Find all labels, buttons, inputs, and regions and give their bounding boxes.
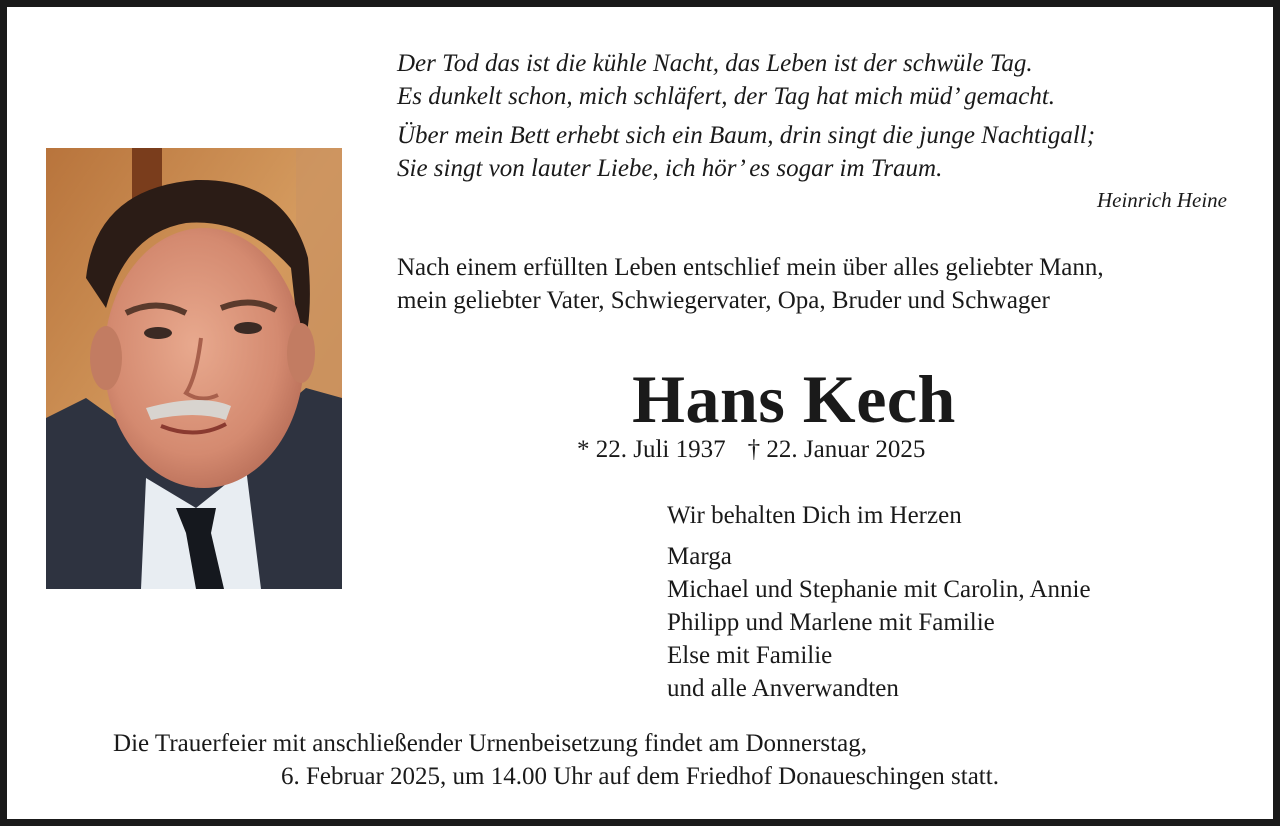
- service-line: Die Trauerfeier mit anschließender Urnenbeisetzung findet am Donnerstag,: [113, 730, 867, 757]
- mourner-line: Else mit Familie: [667, 642, 833, 669]
- birth-date: * 22. Juli 1937: [577, 436, 726, 463]
- poem-line: Sie singt von lauter Liebe, ich hör’ es sogar im Traum.: [397, 155, 943, 182]
- poem: [397, 47, 1227, 215]
- life-dates: [577, 434, 997, 466]
- portrait-photo: [46, 148, 342, 589]
- portrait-illustration: [46, 148, 342, 589]
- mourner-line: Michael und Stephanie mit Carolin, Annie: [667, 576, 1091, 603]
- poem-author: Heinrich Heine: [1096, 188, 1227, 212]
- intro-line: mein geliebter Vater, Schwiegervater, Opa, Bruder und Schwager: [397, 287, 1050, 314]
- mourner-line: Marga: [667, 543, 732, 570]
- poem-line: Es dunkelt schon, mich schläfert, der Tag hat mich müd’ gemacht.: [397, 83, 1056, 110]
- deceased-name: Hans Kech: [632, 361, 956, 437]
- funeral-service-info: [7, 727, 1273, 793]
- death-date: † 22. Januar 2025: [747, 436, 926, 463]
- mourners-block: [667, 499, 1267, 705]
- poem-stanza: [397, 47, 1227, 113]
- obituary-notice: [7, 7, 1273, 819]
- service-line: 6. Februar 2025, um 14.00 Uhr auf dem Friedhof Donaueschingen statt.: [281, 763, 999, 790]
- intro-text: [397, 251, 1237, 317]
- mourner-line: Philipp und Marlene mit Familie: [667, 609, 995, 636]
- intro-line: Nach einem erfüllten Leben entschlief mein über alles geliebter Mann,: [397, 254, 1104, 281]
- mourner-line: und alle Anverwandten: [667, 675, 899, 702]
- poem-line: Über mein Bett erhebt sich ein Baum, drin singt die junge Nachtigall;: [397, 122, 1096, 149]
- closing-phrase: Wir behalten Dich im Herzen: [667, 502, 962, 529]
- poem-stanza: [397, 119, 1227, 215]
- poem-line: Der Tod das ist die kühle Nacht, das Leben ist der schwüle Tag.: [397, 50, 1033, 77]
